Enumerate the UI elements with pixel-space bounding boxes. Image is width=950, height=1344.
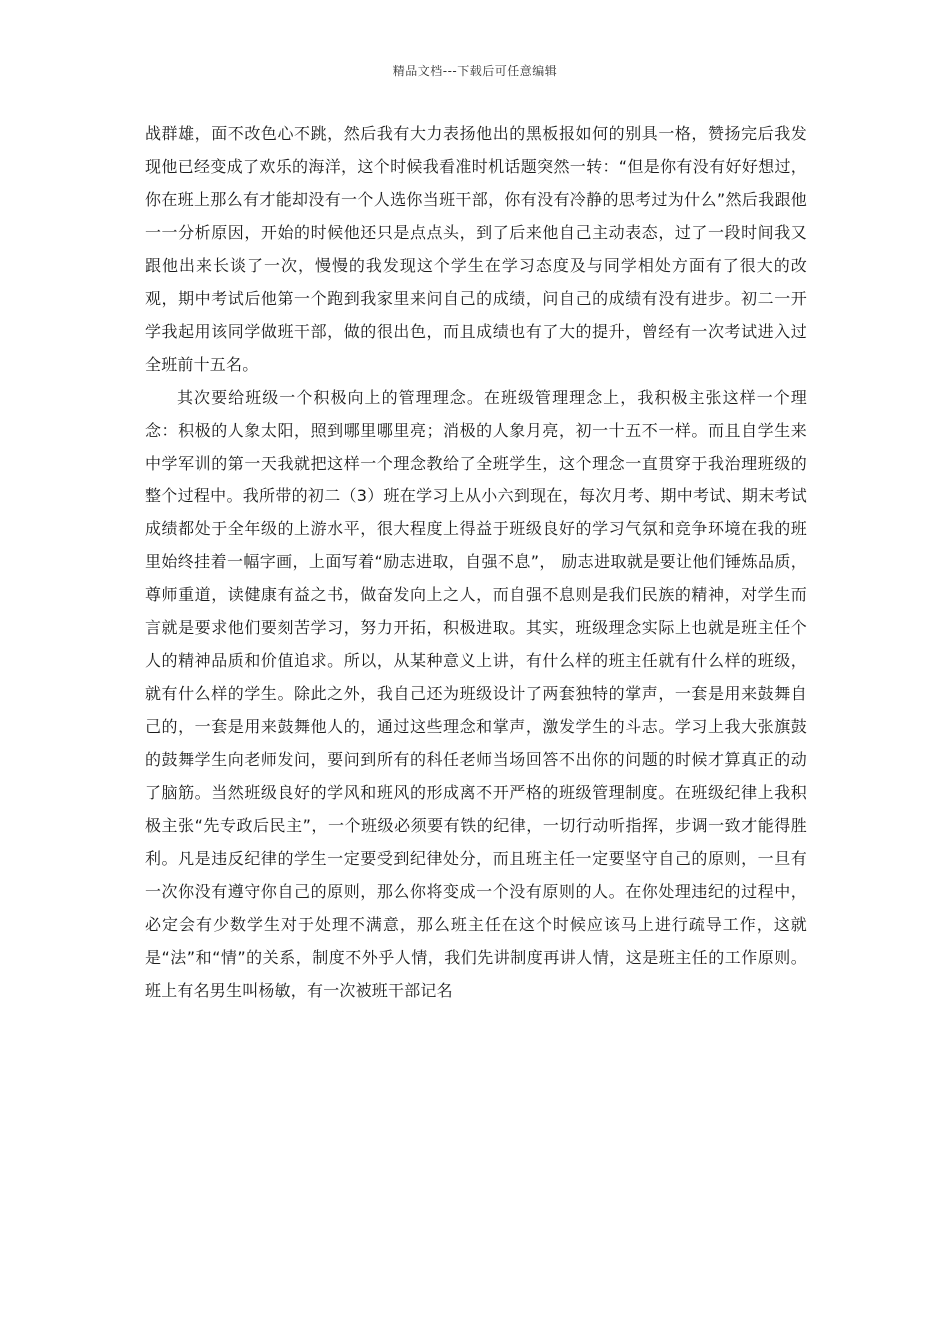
page-header: 精品文档---下载后可任意编辑 [392,64,558,78]
document-body [145,118,807,1008]
paragraph-continuation: 战群雄，面不改色心不跳，然后我有大力表扬他出的黑板报如何的别具一格，赞扬完后我发现他已经变成了欢乐的海洋，这个时候我看准时机话题突然一转：“但是你有没有好好想过，你在班上那么有才能却没有一个人选你当班干部，你有没有冷静的思考过为什么”然后我跟他一一分析原因，开始的时候他还只是点点头，到了后来他自己主动表态，过了一段时间我又跟他出来长谈了一次，慢慢的我发现这个学生在学习态度及与同学相处方面有了很大的改观，期中考试后他第一个跑到我家里来问自己的成绩，问自己的成绩有没有进步。初二一开学我起用该同学做班干部，做的很出色，而且成绩也有了大的提升，曾经有一次考试进入过全班前十五名。 [145,124,807,374]
paragraph-management-philosophy: 其次要给班级一个积极向上的管理理念。在班级管理理念上，我积极主张这样一个理念：积极的人象太阳，照到哪里哪里亮；消极的人象月亮，初一十五不一样。而且自学生来中学军训的第一天我就把这样一个理念教给了全班学生，这个理念一直贯穿于我治理班级的整个过程中。我所带的初二（3）班在学习上从小六到现在，每次月考、期中考试、期末考试成绩都处于全年级的上游水平，很大程度上得益于班级良好的学习气氛和竞争环境在我的班里始终挂着一幅字画，上面写着“励志进取，自强不息”， 励志进取就是要让他们锤炼品质，尊师重道，读健康有益之书，做奋发向上之人，而自强不息则是我们民族的精神，对学生而言就是要求他们要刻苦学习，努力开拓，积极进取。其实，班级理念实际上也就是班主任个人的精神品质和价值追求。所以，从某种意义上讲，有什么样的班主任就有什么样的班级，就有什么样的学生。除此之外，我自己还为班级设计了两套独特的掌声，一套是用来鼓舞自己的，一套是用来鼓舞他人的，通过这些理念和掌声，激发学生的斗志。学习上我大张旗鼓的鼓舞学生向老师发问，要问到所有的科任老师当场回答不出你的问题的时候才算真正的动了脑筋。当然班级良好的学风和班风的形成离不开严格的班级管理制度。在班级纪律上我积极主张“先专政后民主”，一个班级必须要有铁的纪律，一切行动听指挥，步调一致才能得胜利。凡是违反纪律的学生一定要受到纪律处分，而且班主任一定要坚守自己的原则，一旦有一次你没有遵守你自己的原则，那么你将变成一个没有原则的人。在你处理违纪的过程中，必定会有少数学生对于处理不满意，那么班主任在这个时候应该马上进行疏导工作，这就是“法”和“情”的关系，制度不外乎人情，我们先讲制度再讲人情，这是班主任的工作原则。班上有名男生叫杨敏，有一次被班干部记名 [145,387,807,1000]
